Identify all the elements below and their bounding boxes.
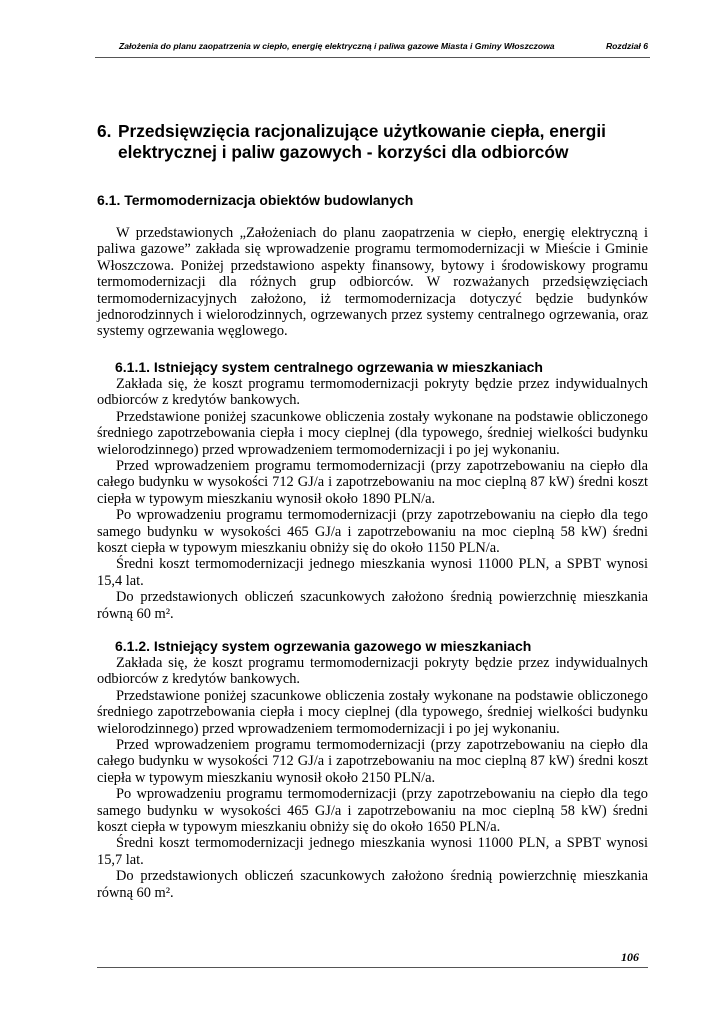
subsection-title: 6.1.1. Istniejący system centralnego ogrzewania w mieszkaniach	[115, 359, 543, 375]
paragraph: Do przedstawionych obliczeń szacunkowych założono średnią powierzchnię mieszkania równą 60 m².	[97, 589, 648, 622]
header-chapter: Rozdział 6	[605, 41, 648, 51]
header-title: Założenia do planu zaopatrzenia w ciepło, energię elektryczną i paliwa gazowe Miasta i Gminy Włoszczowa	[119, 41, 555, 51]
header-rule	[95, 57, 650, 58]
paragraph: Średni koszt termomodernizacji jednego mieszkania wynosi 11000 PLN, a SPBT wynosi 15,4 lat.	[97, 556, 648, 589]
paragraph: Przed wprowadzeniem programu termomodernizacji (przy zapotrzebowaniu na ciepło dla całego budynku w wysokości 712 GJ/a i zapotrzebowaniu na moc cieplną 87 kW) średni koszt ciepła w typowym mieszkaniu wynosił około 1890 PLN/a.	[97, 458, 648, 507]
chapter-number: 6.	[97, 121, 112, 141]
subsection-6-1-1	[97, 359, 648, 622]
running-header	[97, 41, 648, 51]
paragraph: Przedstawione poniżej szacunkowe obliczenia zostały wykonane na podstawie obliczonego średniego zapotrzebowania ciepła i mocy cieplnej (dla typowego, średniej wielkości budynku wielorodzinnego) przed wprowadzeniem termomodernizacji i po jej wykonaniu.	[97, 408, 648, 458]
paragraph: Przedstawione poniżej szacunkowe obliczenia zostały wykonane na podstawie obliczonego średniego zapotrzebowania ciepła i mocy cieplnej (dla typowego, średniej wielkości budynku wielorodzinnego) przed wprowadzeniem termomodernizacji i po jej wykonaniu.	[97, 687, 648, 737]
section-title: 6.1. Termomodernizacja obiektów budowlanych	[97, 192, 414, 208]
paragraph: Po wprowadzeniu programu termomodernizacji (przy zapotrzebowaniu na ciepło dla tego samego budynku w wysokości 465 GJ/a i zapotrzebowaniu na moc cieplną 58 kW) średni koszt ciepła w typowym mieszkaniu obniży się do około 1150 PLN/a.	[97, 507, 648, 557]
section-body	[97, 225, 648, 340]
paragraph: Do przedstawionych obliczeń szacunkowych założono średnią powierzchnię mieszkania równą 60 m².	[97, 868, 648, 901]
footer-rule	[97, 967, 648, 968]
paragraph: W przedstawionych „Założeniach do planu zaopatrzenia w ciepło, energię elektryczną i paliwa gazowe” zakłada się wprowadzenie programu termomodernizacji w Mieście i Gminie Włoszczowa. Poniżej przedstawiono aspekty finansowy, bytowy i środowiskowy programu termomodernizacji dla różnych grup odbiorców. W rozważanych przedsięwzięciach termomodernizacyjnych założono, iż termomodernizacja dotyczyć będzie budynków jednorodzinnych i wielorodzinnych, ogrzewanych przez systemy centralnego ogrzewania, oraz systemy ogrzewania węglowego.	[97, 225, 648, 340]
page-number: 106	[621, 950, 639, 964]
paragraph: Po wprowadzeniu programu termomodernizacji (przy zapotrzebowaniu na ciepło dla tego samego budynku w wysokości 465 GJ/a i zapotrzebowaniu na moc cieplną 58 kW) średni koszt ciepła w typowym mieszkaniu obniży się do około 1650 PLN/a.	[97, 786, 648, 836]
paragraph: Zakłada się, że koszt programu termomodernizacji pokryty będzie przez indywidualnych odbiorców z kredytów bankowych.	[97, 655, 648, 688]
subsection-6-1-2	[97, 638, 648, 901]
chapter-title	[97, 121, 637, 163]
subsection-title: 6.1.2. Istniejący system ogrzewania gazowego w mieszkaniach	[115, 638, 532, 654]
paragraph: Przed wprowadzeniem programu termomodernizacji (przy zapotrzebowaniu na ciepło dla całego budynku w wysokości 712 GJ/a i zapotrzebowaniu na moc cieplną 87 kW) średni koszt ciepła w typowym mieszkaniu wynosił około 2150 PLN/a.	[97, 737, 648, 786]
paragraph: Średni koszt termomodernizacji jednego mieszkania wynosi 11000 PLN, a SPBT wynosi 15,7 lat.	[97, 835, 648, 868]
chapter-title-text: Przedsięwzięcia racjonalizujące użytkowanie ciepła, energii elektrycznej i paliw gazowych - korzyści dla odbiorców	[118, 121, 606, 162]
paragraph: Zakłada się, że koszt programu termomodernizacji pokryty będzie przez indywidualnych odbiorców z kredytów bankowych.	[97, 376, 648, 409]
